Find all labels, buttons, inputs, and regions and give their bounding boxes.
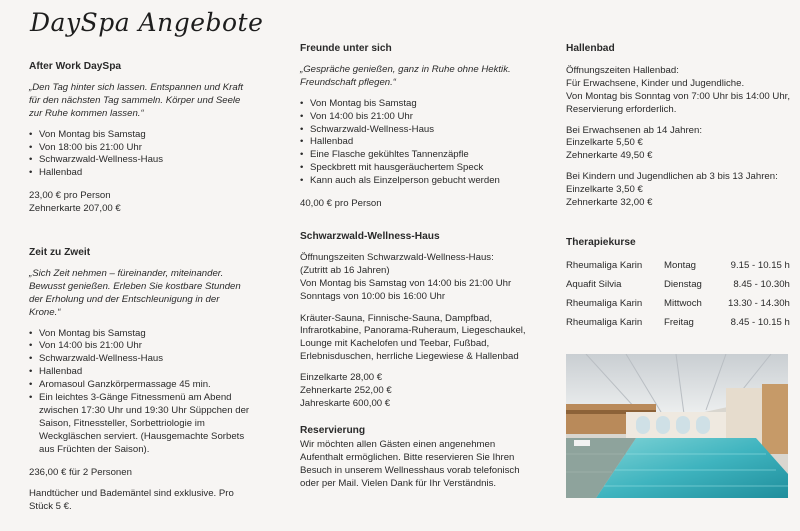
section-zeit-zu-zweit	[29, 246, 251, 520]
list-item: • Schwarzwald-Wellness-Haus	[29, 353, 251, 366]
course-name: Rheumaliga Karin	[566, 316, 643, 328]
feature-list	[300, 98, 530, 189]
price-line: Einzelkarte 5,50 €	[566, 137, 643, 149]
list-item: • Schwarzwald-Wellness-Haus	[300, 124, 530, 137]
section-heading: Therapiekurse	[566, 237, 636, 248]
reservation-text: Wir möchten allen Gästen einen angenehmen Aufenthalt ermöglichen. Bitte reservieren Sie Ihren Besuch in unserem Wellnesshaus vorab telefonisch oder per Mail. Vielen Dank für Ihr Verständnis.	[300, 438, 520, 489]
list-item: • Von 14:00 bis 21:00 Uhr	[300, 111, 530, 124]
list-item: • Von 14:00 bis 21:00 Uhr	[29, 340, 251, 353]
price-line: Bei Erwachsenen ab 14 Jahren:	[566, 124, 702, 136]
section-hallenbad	[566, 42, 791, 210]
price-list	[300, 372, 535, 411]
adult-prices	[566, 125, 791, 164]
opening-hours	[300, 252, 535, 304]
list-item: • Von Montag bis Samstag	[29, 129, 244, 142]
course-day: Montag	[664, 259, 696, 271]
course-time: 13.30 - 14.30h	[728, 297, 790, 309]
section-heading: Freunde unter sich	[300, 43, 392, 54]
table-row	[566, 317, 790, 336]
price-line: Zehnerkarte 32,00 €	[566, 197, 653, 209]
list-item: • Hallenbad	[29, 366, 251, 379]
list-item: • Kann auch als Einzelperson gebucht werden	[300, 175, 530, 188]
price-line: Zehnerkarte 49,50 €	[566, 150, 653, 162]
hours-line: Von Montag bis Samstag von 14:00 bis 21:00 Uhr	[300, 277, 512, 289]
hours-line: Von Montag bis Sonntag von 7:00 Uhr bis 14:00 Uhr, Reservierung erforderlich.	[566, 90, 791, 115]
price-per-person: 23,00 € pro Person	[29, 190, 111, 202]
course-time: 8.45 - 10.30h	[733, 278, 790, 290]
section-heading: Schwarzwald-Wellness-Haus	[300, 231, 440, 242]
section-reservierung	[300, 424, 520, 497]
price-ten-card: Zehnerkarte 207,00 €	[29, 203, 121, 215]
list-item: • Aromasoul Ganzkörpermassage 45 min.	[29, 379, 251, 392]
section-heading: Zeit zu Zweit	[29, 247, 91, 258]
feature-list	[29, 129, 244, 181]
towel-note: Handtücher und Bademäntel sind exklusive. Pro Stück 5 €.	[29, 487, 234, 512]
list-item: • Von 18:00 bis 21:00 Uhr	[29, 142, 244, 155]
course-name: Rheumaliga Karin	[566, 259, 643, 271]
section-heading: Hallenbad	[566, 43, 615, 54]
list-item: • Hallenbad	[29, 167, 244, 180]
list-item: • Hallenbad	[300, 136, 530, 149]
price-per-person: 40,00 € pro Person	[300, 198, 382, 210]
section-quote: „Den Tag hinter sich lassen. Entspannen und Kraft für den nächsten Tag sammeln. Körper und Seele zur Ruhe kommen lassen.“	[29, 81, 244, 119]
table-row	[566, 260, 790, 279]
hours-line: Öffnungszeiten Hallenbad:	[566, 64, 679, 76]
features-text: Kräuter-Sauna, Finnische-Sauna, Dampfbad, Infrarotkabine, Panorama-Ruheraum, Liegeschaukel, Lounge mit Kachelofen und Teebar, Fußbad, Erlebnisduschen, herrliche Liegewiese & Hallenbad	[300, 312, 526, 363]
list-item: • Ein leichtes 3-Gänge Fitnessmenü am Abend zwischen 17:30 Uhr und 19:30 Uhr Süppchen der Saison, Fitnessteller, Sorbettriologie im Weckgläschen serviert. (Hausgemachte Sorbets aus Früchten der Saison).	[29, 392, 251, 457]
section-freunde	[300, 42, 530, 217]
hours-line: Öffnungszeiten Schwarzwald-Wellness-Haus:	[300, 251, 494, 263]
table-row	[566, 298, 790, 317]
section-schwarzwald	[300, 230, 535, 411]
course-time: 8.45 - 10.15 h	[730, 316, 790, 328]
course-table	[566, 260, 790, 336]
section-after-work	[29, 60, 244, 216]
hours-line: (Zutritt ab 16 Jahren)	[300, 264, 390, 276]
page-title: DaySpa Angebote	[30, 8, 264, 37]
price-line: Einzelkarte 28,00 €	[300, 372, 383, 384]
hours-line: Für Erwachsene, Kinder und Jugendliche.	[566, 77, 745, 89]
section-heading: After Work DaySpa	[29, 61, 122, 72]
list-item: • Speckbrett mit hausgeräuchertem Speck	[300, 162, 530, 175]
section-therapiekurse	[566, 236, 791, 336]
course-name: Aquafit Silvia	[566, 278, 622, 290]
price-line: Zehnerkarte 252,00 €	[300, 385, 392, 397]
price-line: Bei Kindern und Jugendlichen ab 3 bis 13 Jahren:	[566, 171, 778, 183]
list-item: • Schwarzwald-Wellness-Haus	[29, 154, 244, 167]
price-line: Jahreskarte 600,00 €	[300, 398, 391, 410]
pool-photo	[566, 354, 788, 498]
section-quote: „Sich Zeit nehmen – füreinander, miteinander. Bewusst genießen. Erleben Sie kostbare Stunden der Erholung und der Entschleunigung in der Krone.“	[29, 267, 241, 318]
section-quote: „Gespräche genießen, ganz in Ruhe ohne Hektik. Freundschaft pflegen.“	[300, 63, 511, 88]
hours-line: Sonntags von 10:00 bis 16:00 Uhr	[300, 290, 446, 302]
list-item: • Von Montag bis Samstag	[29, 328, 251, 341]
indoor-pool-image	[566, 354, 788, 498]
price-two-persons: 236,00 € für 2 Personen	[29, 466, 132, 478]
course-day: Mittwoch	[664, 297, 702, 309]
feature-list	[29, 328, 251, 457]
kids-prices	[566, 171, 791, 210]
course-name: Rheumaliga Karin	[566, 297, 643, 309]
opening-hours	[566, 65, 791, 117]
section-heading: Reservierung	[300, 425, 366, 436]
course-time: 9.15 - 10.15 h	[730, 259, 790, 271]
list-item: • Von Montag bis Samstag	[300, 98, 530, 111]
course-day: Freitag	[664, 316, 694, 328]
price-line: Einzelkarte 3,50 €	[566, 184, 643, 196]
course-day: Dienstag	[664, 278, 702, 290]
list-item: • Eine Flasche gekühltes Tannenzäpfle	[300, 149, 530, 162]
table-row	[566, 279, 790, 298]
